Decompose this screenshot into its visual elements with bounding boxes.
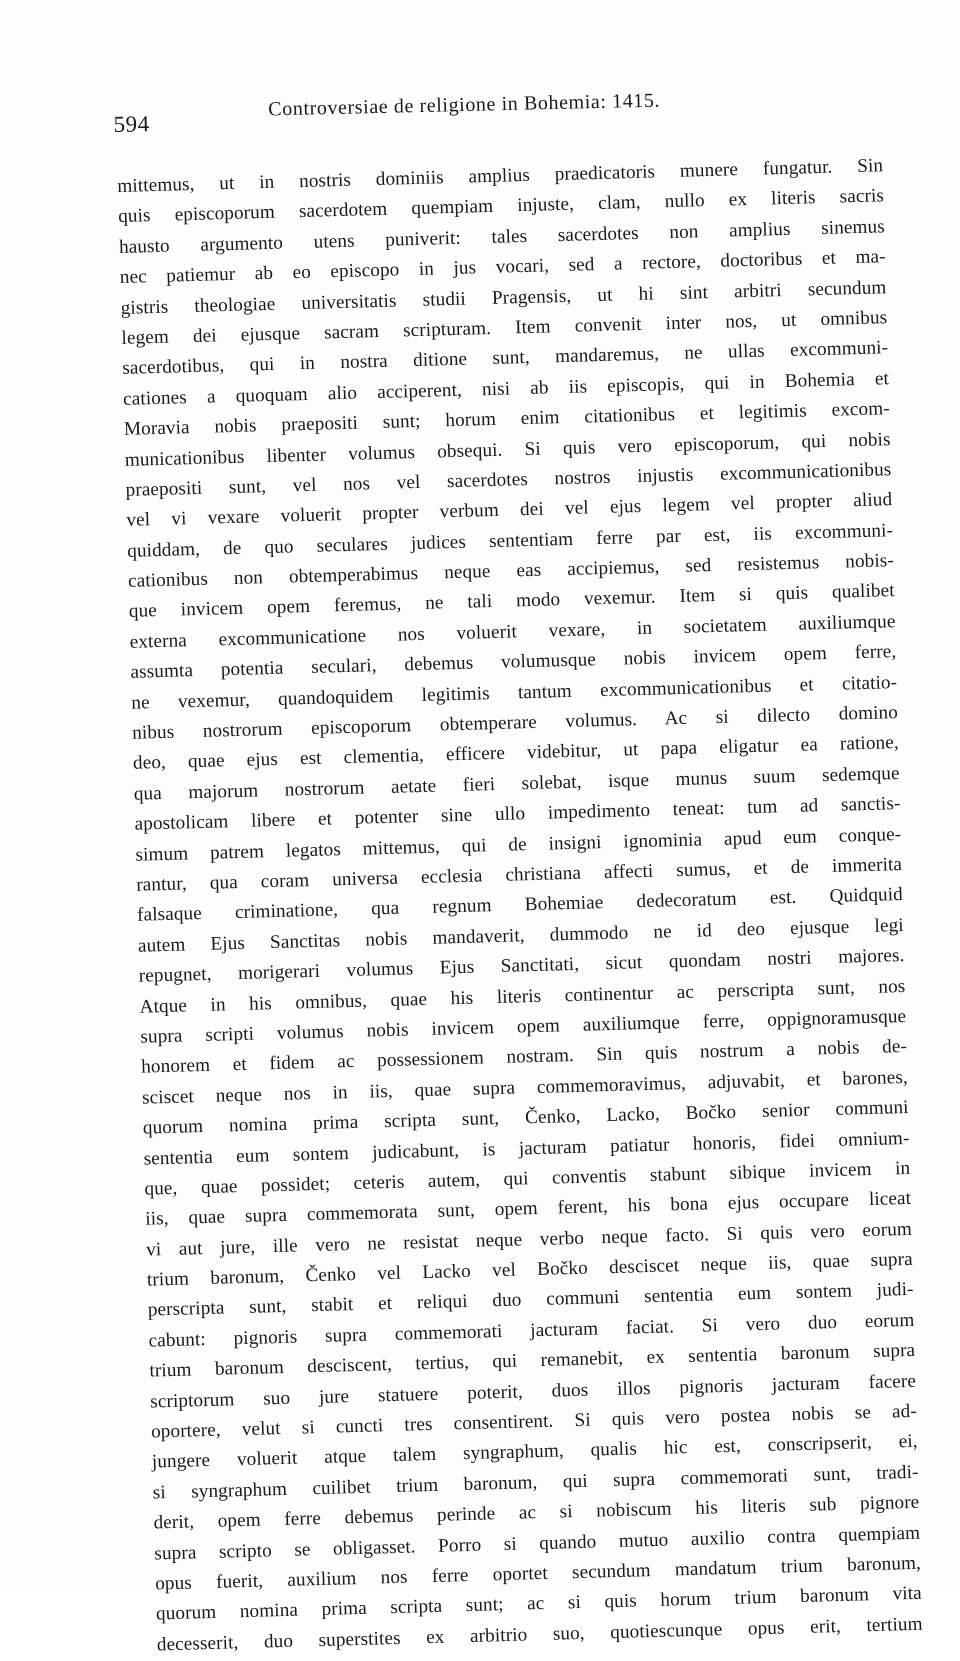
text-line: simum patrem legatos mittemus, qui de insigni ignominia apud eum conque-: [135, 823, 902, 866]
text-line: Atque in his omnibus, quae his literis continentur ac perscripta sunt, nos: [139, 975, 906, 1018]
text-line: qua majorum nostrorum aetate fieri solebat, isque munus suum sedemque: [133, 762, 900, 805]
text-line: vel vi vexare voluerit propter verbum dei vel ejus legem vel propter aliud: [126, 489, 893, 532]
text-line: derit, opem ferre debemus perinde ac si nobiscum his literis sub pignore: [153, 1491, 920, 1534]
text-line: jungere voluerit atque talem syngraphum, qualis hic est, conscripserit, ei,: [151, 1431, 918, 1473]
text-line: perscripta sunt, stabit et reliqui duo communi sententia eum sontem judi-: [147, 1279, 914, 1322]
text-line: sciscet neque nos in iis, quae supra commemoravimus, adjuvabit, et barones,: [141, 1066, 909, 1109]
text-line: externa excommunicatione nos voluerit vexare, in societatem auxiliumque: [129, 610, 896, 653]
text-line: municationibus libenter volumus obsequi. Si quis vero episcoporum, qui nobis: [124, 428, 891, 471]
text-line: nibus nostrorum episcoporum obtemperare volumus. Ac si dilecto domino: [131, 702, 899, 744]
text-line: cabunt: pignoris supra commemorati jacturam faciat. Si vero duo eorum: [148, 1309, 915, 1352]
text-line: falsaque criminatione, qua regnum Bohemiae dedecoratum est. Quidquid: [136, 884, 904, 927]
page-header: [113, 84, 714, 138]
text-line: autem Ejus Sanctitas nobis mandaverit, dummodo ne id deo ejusque legi: [137, 914, 904, 957]
text-line: mittemus, ut in nostris dominiis amplius praedicatoris munere fungatur. Sin: [117, 155, 884, 197]
text-line: honorem et fidem ac possessionem nostram. Sin quis nostrum a nobis de-: [140, 1036, 908, 1078]
text-line: hausto argumento utens puniverit: tales sacerdotes non amplius sinemus: [118, 216, 886, 258]
text-line: trium baronum desciscent, tertius, qui remanebit, ex sententia baronum supra: [149, 1340, 916, 1382]
text-line: deo, quae ejus est clementia, efficere videbitur, ut papa eligatur ea ratione,: [132, 732, 900, 775]
body-text: [117, 151, 923, 1660]
text-line: scriptorum suo jure statuere poterit, duos illos pignoris jacturam facere: [149, 1370, 917, 1413]
text-line: Moravia nobis praepositi sunt; horum enim citationibus et legitimis excom-: [123, 398, 890, 441]
text-line: supra scripti volumus nobis invicem opem auxiliumque ferre, oppignoramusque: [140, 1005, 907, 1048]
running-title: Controversiae de religione in Bohemia: 1415.: [268, 89, 661, 121]
text-line: quorum nomina prima scripta sunt, Čenko, Lacko, Bočko senior communi: [142, 1097, 909, 1139]
text-line: quiddam, de quo seculares judices sententiam ferre par est, iis excommuni-: [126, 519, 894, 562]
text-line: decesserit, duo superstites ex arbitrio suo, quotiescunque opus erit, tertium: [156, 1613, 923, 1656]
text-line: praepositi sunt, vel nos vel sacerdotes nostros injustis excommunicationibus: [125, 459, 892, 501]
text-line: vi aut jure, ille vero ne resistat neque verbo neque facto. Si quis vero eorum: [145, 1218, 913, 1261]
text-line: iis, quae supra commemorata sunt, opem ferent, his bona ejus occupare liceat: [145, 1188, 912, 1230]
text-line: rantur, qua coram universa ecclesia christiana affecti sumus, et de immerita: [136, 854, 903, 896]
text-line: que, quae possidet; ceteris autem, qui conventis stabunt sibique invicem in: [144, 1157, 911, 1200]
text-line: que invicem opem feremus, ne tali modo vexemur. Item si quis qualibet: [128, 580, 895, 623]
text-line: si syngraphum cuilibet trium baronum, qui supra commemorati sunt, tradi-: [152, 1461, 919, 1504]
text-line: trium baronum, Čenko vel Lacko vel Bočko desciscet neque iis, quae supra: [146, 1248, 913, 1291]
text-line: sacerdotibus, qui in nostra ditione sunt, mandaremus, ne ullas excommuni-: [122, 337, 889, 380]
text-line: ne vexemur, quandoquidem legitimis tantum excommunicationibus et citatio-: [131, 671, 898, 714]
text-line: assumta potentia seculari, debemus volumusque nobis invicem opem ferre,: [130, 641, 897, 684]
text-line: supra scripto se obligasset. Porro si quando mutuo auxilio contra quempiam: [154, 1522, 921, 1565]
text-line: opus fuerit, auxilium nos ferre oportet secundum mandatum trium baronum,: [154, 1552, 922, 1595]
text-line: gistris theologiae universitatis studii Pragensis, ut hi sint arbitri secundum: [120, 276, 887, 319]
text-line: cationibus non obtemperabimus neque eas accipiemus, sed resistemus nobis-: [127, 550, 895, 592]
text-line: nec patiemur ab eo episcopo in jus vocari, sed a rectore, doctoribus et ma-: [119, 246, 886, 289]
text-line: sententia eum sontem judicabunt, is jacturam patiatur honoris, fidei omnium-: [143, 1127, 910, 1170]
text-line: repugnet, morigerari volumus Ejus Sanctitati, sicut quondam nostri majores.: [138, 945, 905, 987]
text-line: oportere, velut si cuncti tres consentirent. Si quis vero postea nobis se ad-: [150, 1400, 918, 1443]
text-line: apostolicam libere et potenter sine ullo impedimento teneat: tum ad sanctis-: [134, 793, 901, 835]
text-line: quorum nomina prima scripta sunt; ac si quis horum trium baronum vita: [155, 1583, 923, 1625]
text-line: quis episcoporum sacerdotem quempiam injuste, clam, nullo ex literis sacris: [117, 185, 885, 228]
text-line: cationes a quoquam alio acciperent, nisi ab iis episcopis, qui in Bohemia et: [122, 367, 890, 410]
page-number: 594: [113, 111, 150, 137]
text-line: legem dei ejusque sacram scripturam. Item convenit inter nos, ut omnibus: [121, 307, 888, 349]
